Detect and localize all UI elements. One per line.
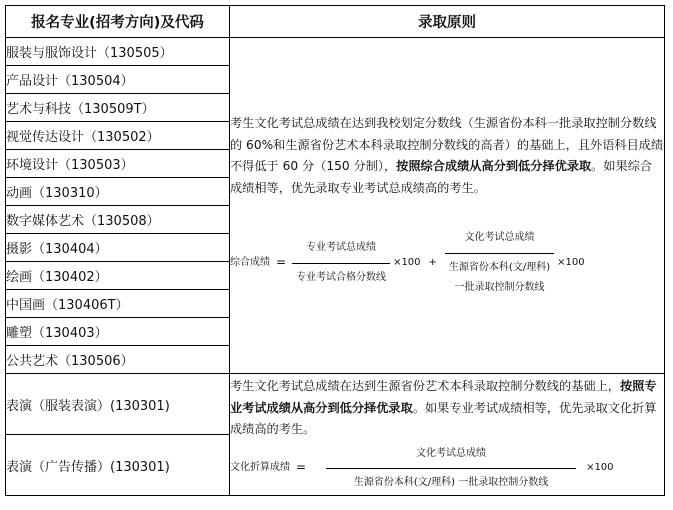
formula-label: 综合成绩 (230, 256, 270, 268)
fraction-numerator: 文化考试总成绩 (464, 232, 535, 244)
fraction-denominator-line1: 生源省份本科(文/理科) (448, 261, 551, 273)
fraction-professional (292, 237, 390, 288)
rule-text: 。如果综合成绩相等，优先录取专业考试总成绩高的考生。 (230, 159, 653, 195)
admission-table (5, 5, 665, 496)
rule-cell-group2 (230, 374, 665, 496)
formula-label: 文化折算成绩 (230, 462, 290, 473)
major-cell: 视觉传达设计（130502） (6, 122, 230, 150)
rule-text: 。如果专业考试成绩相等，优先录取文化折算成绩高的考生。 (230, 400, 657, 436)
fraction-denominator-line2: 一批录取控制分数线 (454, 281, 545, 293)
times-100: ×100 (557, 256, 585, 268)
major-cell: 雕塑（130403） (6, 318, 230, 346)
major-cell: 公共艺术（130506） (6, 346, 230, 374)
fraction-denominator (445, 254, 554, 298)
fraction-numerator: 文化考试总成绩 (416, 447, 487, 459)
composite-score-formula (230, 227, 664, 298)
major-cell: 绘画（130402） (6, 262, 230, 290)
rule-cell-group1 (230, 38, 665, 374)
major-cell: 服装与服饰设计（130505） (6, 38, 230, 66)
plus-sign: + (428, 256, 437, 268)
formula-equals: = (296, 460, 307, 474)
rule-text: 考生文化考试总成绩在达到生源省份艺术本科录取控制分数线的基础上， (230, 379, 620, 393)
rule-paragraph (230, 113, 664, 199)
fraction-numerator: 专业考试总成绩 (306, 242, 377, 254)
table-row (6, 38, 665, 66)
times-100: ×100 (586, 462, 614, 473)
formula-equals: = (276, 254, 287, 269)
header-major-code: 报名专业(招考方向)及代码 (6, 6, 230, 38)
table-row (6, 374, 665, 435)
times-100: ×100 (393, 256, 421, 268)
cultural-score-formula (230, 443, 664, 494)
major-cell: 摄影（130404） (6, 234, 230, 262)
fraction-denominator: 生源省份本科(文/理科) 一批录取控制分数线 (353, 477, 549, 488)
rule-bold-text: 按照专业考试成绩从高分到低分择优录取 (230, 379, 657, 415)
fraction-cultural (326, 443, 576, 494)
fraction-denominator: 专业考试合格分数线 (296, 271, 387, 283)
header-principle: 录取原则 (230, 6, 665, 38)
major-cell: 中国画（130406T） (6, 290, 230, 318)
rule-bold-text: 按照综合成绩从高分到低分择优录取 (396, 159, 592, 174)
major-cell: 艺术与科技（130509T） (6, 94, 230, 122)
major-cell: 产品设计（130504） (6, 66, 230, 94)
major-cell: 数字媒体艺术（130508） (6, 206, 230, 234)
major-cell: 表演（广告传播）(130301) (6, 435, 230, 496)
table-header-row (6, 6, 665, 38)
rule-paragraph (230, 376, 664, 441)
major-cell: 表演（服装表演）(130301) (6, 374, 230, 435)
major-cell: 环境设计（130503） (6, 150, 230, 178)
fraction-cultural (445, 227, 554, 298)
major-cell: 动画（130310） (6, 178, 230, 206)
rule-text: 考生文化考试总成绩在达到我校划定分数线（生源省份本科一批录取控制分数线的 60%和生源省份艺术本科录取控制分数线的高者）的基础上，且外语科目成绩不得低于 60 分（150 分制）， (230, 116, 664, 174)
